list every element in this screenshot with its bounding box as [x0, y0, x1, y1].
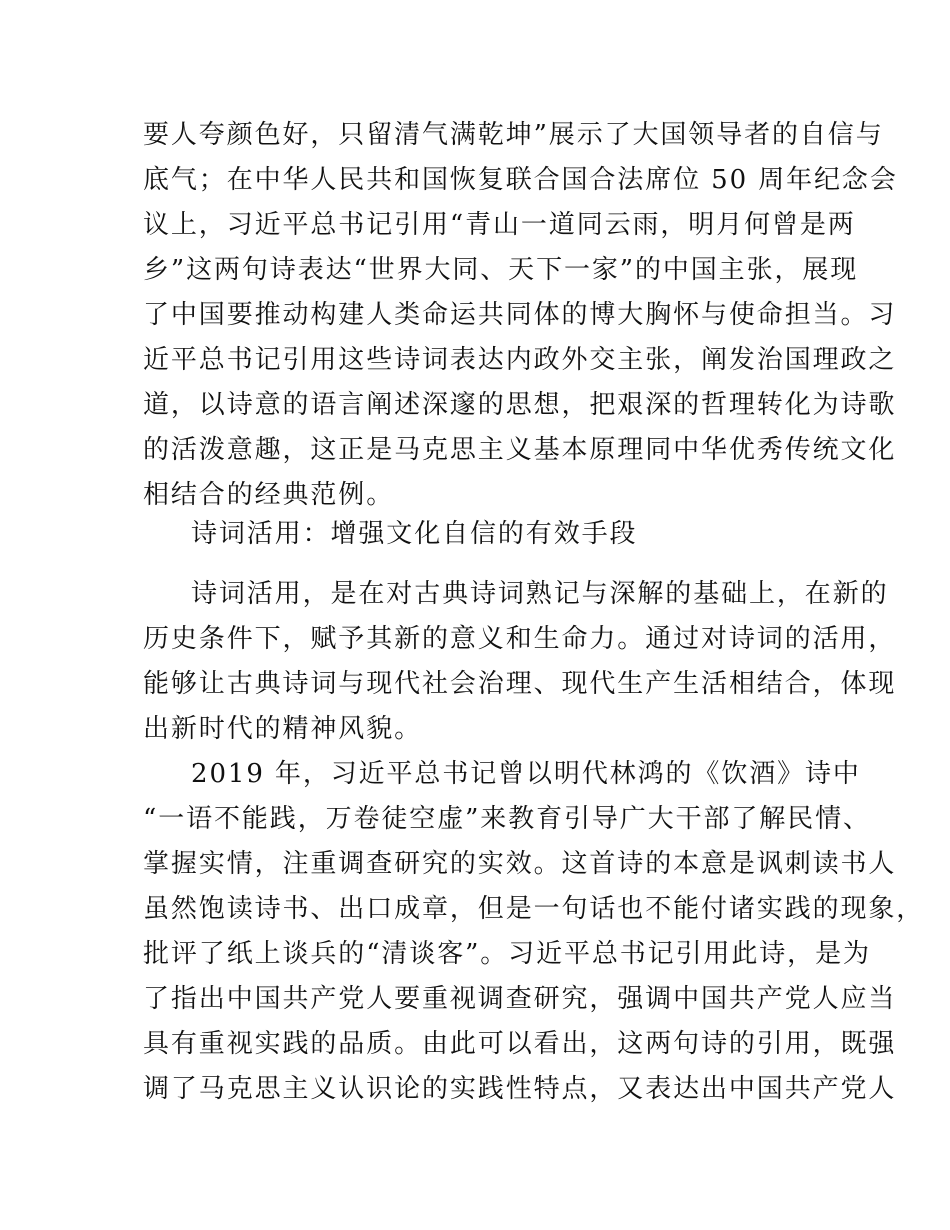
- text-line: 2019 年，习近平总书记曾以明代林鸿的《饮酒》诗中: [191, 759, 861, 789]
- text-line: 能够让古典诗词与现代社会治理、现代生产生活相结合，体现: [143, 669, 897, 699]
- text-line: 乡”这两句诗表达“世界大同、天下一家”的中国主张，展现: [143, 255, 859, 285]
- text-line: 了中国要推动构建人类命运共同体的博大胸怀与使命担当。习: [143, 300, 897, 330]
- text-line: 底气；在中华人民共和国恢复联合国合法席位 50 周年纪念会: [143, 165, 898, 195]
- paragraph-poetry-diplomacy: [143, 113, 898, 518]
- text-line: 诗词活用，是在对古典诗词熟记与深解的基础上，在新的: [191, 579, 889, 609]
- text-line: 道，以诗意的语言阐述深邃的思想，把艰深的哲理转化为诗歌: [143, 390, 897, 420]
- paragraph-poetry-application: [143, 572, 897, 752]
- text-line: 出新时代的精神风貌。: [143, 714, 423, 744]
- text-line: 近平总书记引用这些诗词表达内政外交主张，阐发治国理政之: [143, 345, 897, 375]
- section-heading-text: 诗词活用：增强文化自信的有效手段: [191, 519, 638, 549]
- text-line: 相结合的经典范例。: [143, 480, 395, 510]
- paragraph-2019-example: [143, 752, 925, 1112]
- text-line: 调了马克思主义认识论的实践性特点，又表达出中国共产党人: [143, 1074, 897, 1104]
- text-line: 虽然饱读诗书、出口成章，但是一句话也不能付诸实践的现象，: [143, 894, 925, 924]
- section-heading: [143, 512, 833, 557]
- text-line: 具有重视实践的品质。由此可以看出，这两句诗的引用，既强: [143, 1029, 897, 1059]
- text-line: 历史条件下，赋予其新的意义和生命力。通过对诗词的活用，: [143, 624, 897, 654]
- text-line: 议上，习近平总书记引用“青山一道同云雨，明月何曾是两: [143, 210, 856, 240]
- text-line: 批评了纸上谈兵的“清谈客”。习近平总书记引用此诗，是为: [143, 939, 871, 969]
- text-line: 了指出中国共产党人要重视调查研究，强调中国共产党人应当: [143, 984, 897, 1014]
- text-line: 要人夸颜色好，只留清气满乾坤”展示了大国领导者的自信与: [143, 120, 884, 150]
- text-line: “一语不能践，万卷徒空虚”来教育引导广大干部了解民情、: [143, 804, 871, 834]
- text-line: 掌握实情，注重调查研究的实效。这首诗的本意是讽刺读书人: [143, 849, 897, 879]
- text-line: 的活泼意趣，这正是马克思主义基本原理同中华优秀传统文化: [143, 435, 897, 465]
